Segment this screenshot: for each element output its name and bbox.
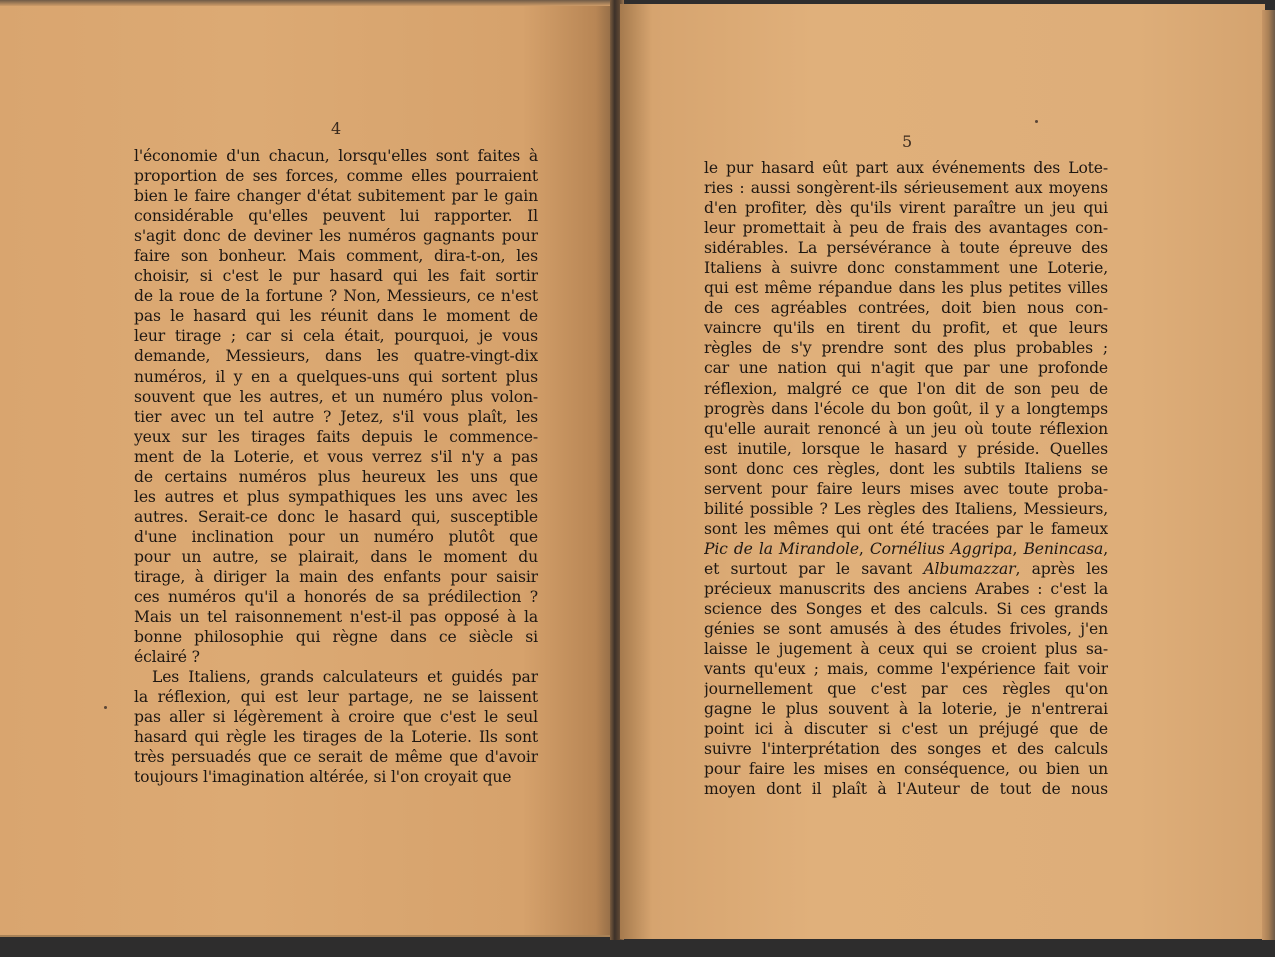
text-line: vants qu'eux ; mais, comme l'expérience fait voir	[704, 660, 1108, 679]
left-page-text	[134, 146, 538, 788]
text-line: car une nation qui n'agit que par une profonde	[704, 359, 1108, 378]
text-line: leur promettait à peu de frais des avantages con-	[704, 219, 1108, 238]
right-page	[620, 4, 1265, 939]
page-number-right: 5	[902, 132, 913, 151]
text-line: précieux manuscrits des anciens Arabes : c'est la	[704, 579, 1108, 598]
text-line: sidérables. La persévérance à toute épreuve des	[704, 239, 1108, 258]
text-line: servent pour faire leurs mises avec toute proba-	[704, 479, 1108, 498]
paper-speck	[104, 706, 107, 709]
text-line: journellement que c'est par ces règles qu'on	[704, 680, 1108, 699]
text-line: génies se sont amusés à des études frivoles, j'en	[704, 620, 1108, 639]
text-line: réflexion, malgré ce que l'on dit de son peu de	[704, 379, 1108, 398]
text-line: la réflexion, qui est leur partage, ne se laissent	[134, 688, 538, 707]
text-line: règles de s'y prendre sont des plus probables ;	[704, 339, 1108, 358]
text-line: gagne le plus souvent à la loterie, je n'entrerai	[704, 700, 1108, 719]
text-line: choisir, si c'est le pur hasard qui les fait sortir	[134, 267, 538, 286]
paper-speck	[1035, 120, 1038, 123]
text-line: sont donc ces règles, dont les subtils Italiens se	[704, 459, 1108, 478]
text-line: ces numéros qu'il a honorés de sa prédilection ?	[134, 588, 538, 607]
text-line: de la roue de la fortune ? Non, Messieurs, ce n'est	[134, 287, 538, 306]
text-line: autres. Serait-ce donc le hasard qui, susceptible	[134, 507, 538, 526]
text-line: Italiens à suivre donc constamment une Loterie,	[704, 259, 1108, 278]
text-line: qui est même répandue dans les plus petites villes	[704, 279, 1108, 298]
text-line: moyen dont il plaît à l'Auteur de tout de nous	[704, 780, 1108, 799]
text-line: d'en profiter, dès qu'ils virent paraître un jeu qui	[704, 199, 1108, 218]
text-line: très persuadés que ce serait de même que d'avoir	[134, 748, 538, 767]
text-line: tirage, à diriger la main des enfants pour saisir	[134, 567, 538, 586]
text-line: ries : aussi songèrent-ils sérieusement aux moyens	[704, 179, 1108, 198]
page-number-left: 4	[331, 119, 342, 138]
text-line: proportion de ses forces, comme elles pourraient	[134, 167, 538, 186]
text-line: tier avec un tel autre ? Jetez, s'il vous plaît, les	[134, 407, 538, 426]
text-line: suivre l'interprétation des songes et des calculs	[704, 740, 1108, 759]
text-line: les autres et plus sympathiques les uns avec les	[134, 487, 538, 506]
right-page-text	[704, 158, 1108, 800]
text-line: ment de la Loterie, et vous verrez s'il n'y a pas	[134, 447, 538, 466]
text-line: considérable qu'elles peuvent lui rapporter. Il	[134, 207, 538, 226]
text-line: Mais un tel raisonnement n'est-il pas opposé à la	[134, 608, 538, 627]
text-line: laisse le jugement à ceux qui se croient plus sa-	[704, 640, 1108, 659]
text-line: est inutile, lorsque le hasard y préside. Quelles	[704, 439, 1108, 458]
text-line: science des Songes et des calculs. Si ces grands	[704, 600, 1108, 619]
left-page	[0, 0, 614, 937]
text-line: numéros, il y en a quelques-uns qui sortent plus	[134, 367, 538, 386]
text-line: pour faire les mises en conséquence, ou bien un	[704, 760, 1108, 779]
text-line: vaincre qu'ils en tirent du profit, et que leurs	[704, 319, 1108, 338]
page-edge	[1262, 10, 1275, 940]
text-line: leur tirage ; car si cela était, pourquoi, je vous	[134, 327, 538, 346]
text-line: toujours l'imagination altérée, si l'on croyait que	[134, 768, 512, 787]
text-line: de certains numéros plus heureux les uns que	[134, 467, 538, 486]
text-line: bilité possible ? Les règles des Italiens, Messieurs,	[704, 499, 1108, 518]
text-line: de ces agréables contrées, doit bien nous con-	[704, 299, 1108, 318]
text-line: point ici à discuter si c'est un préjugé que de	[704, 720, 1108, 739]
text-line: pour un autre, se plairait, dans le moment du	[134, 547, 538, 566]
text-line: pas aller si légèrement à croire que c'est le seul	[134, 708, 538, 727]
text-line: progrès dans l'école du bon goût, il y a longtemps	[704, 399, 1108, 418]
text-line: qu'elle aurait renoncé à un jeu où toute réflexion	[704, 419, 1108, 438]
text-line: demande, Messieurs, dans les quatre-vingt-dix	[134, 347, 538, 366]
text-line: bien le faire changer d'état subitement par le gain	[134, 187, 538, 206]
text-line: faire son bonheur. Mais comment, dira-t-on, les	[134, 247, 538, 266]
text-line: yeux sur les tirages faits depuis le commence-	[134, 427, 538, 446]
text-line: Pic de la Mirandole, Cornélius Aggripa, Benincasa,	[704, 539, 1108, 558]
text-line: s'agit donc de deviner les numéros gagnants pour	[134, 227, 538, 246]
text-line: souvent que les autres, et un numéro plus volon-	[134, 387, 538, 406]
text-line: le pur hasard eût part aux événements des Lote-	[704, 159, 1108, 177]
text-line: hasard qui règle les tirages de la Loterie. Ils sont	[134, 728, 538, 747]
text-line: éclairé ?	[134, 648, 200, 667]
text-line: l'économie d'un chacun, lorsqu'elles sont faites à	[134, 147, 538, 165]
text-line: bonne philosophie qui règne dans ce siècle si	[134, 628, 538, 647]
text-line: pas le hasard qui les réunit dans le moment de	[134, 307, 538, 326]
text-line: d'une inclination pour un numéro plutôt que	[134, 527, 538, 546]
page-top-edge	[0, 0, 614, 6]
text-line: Les Italiens, grands calculateurs et guidés par	[152, 668, 538, 687]
text-line: et surtout par le savant Albumazzar, après les	[704, 559, 1108, 578]
text-line: sont les mêmes qui ont été tracées par le fameux	[704, 519, 1108, 538]
